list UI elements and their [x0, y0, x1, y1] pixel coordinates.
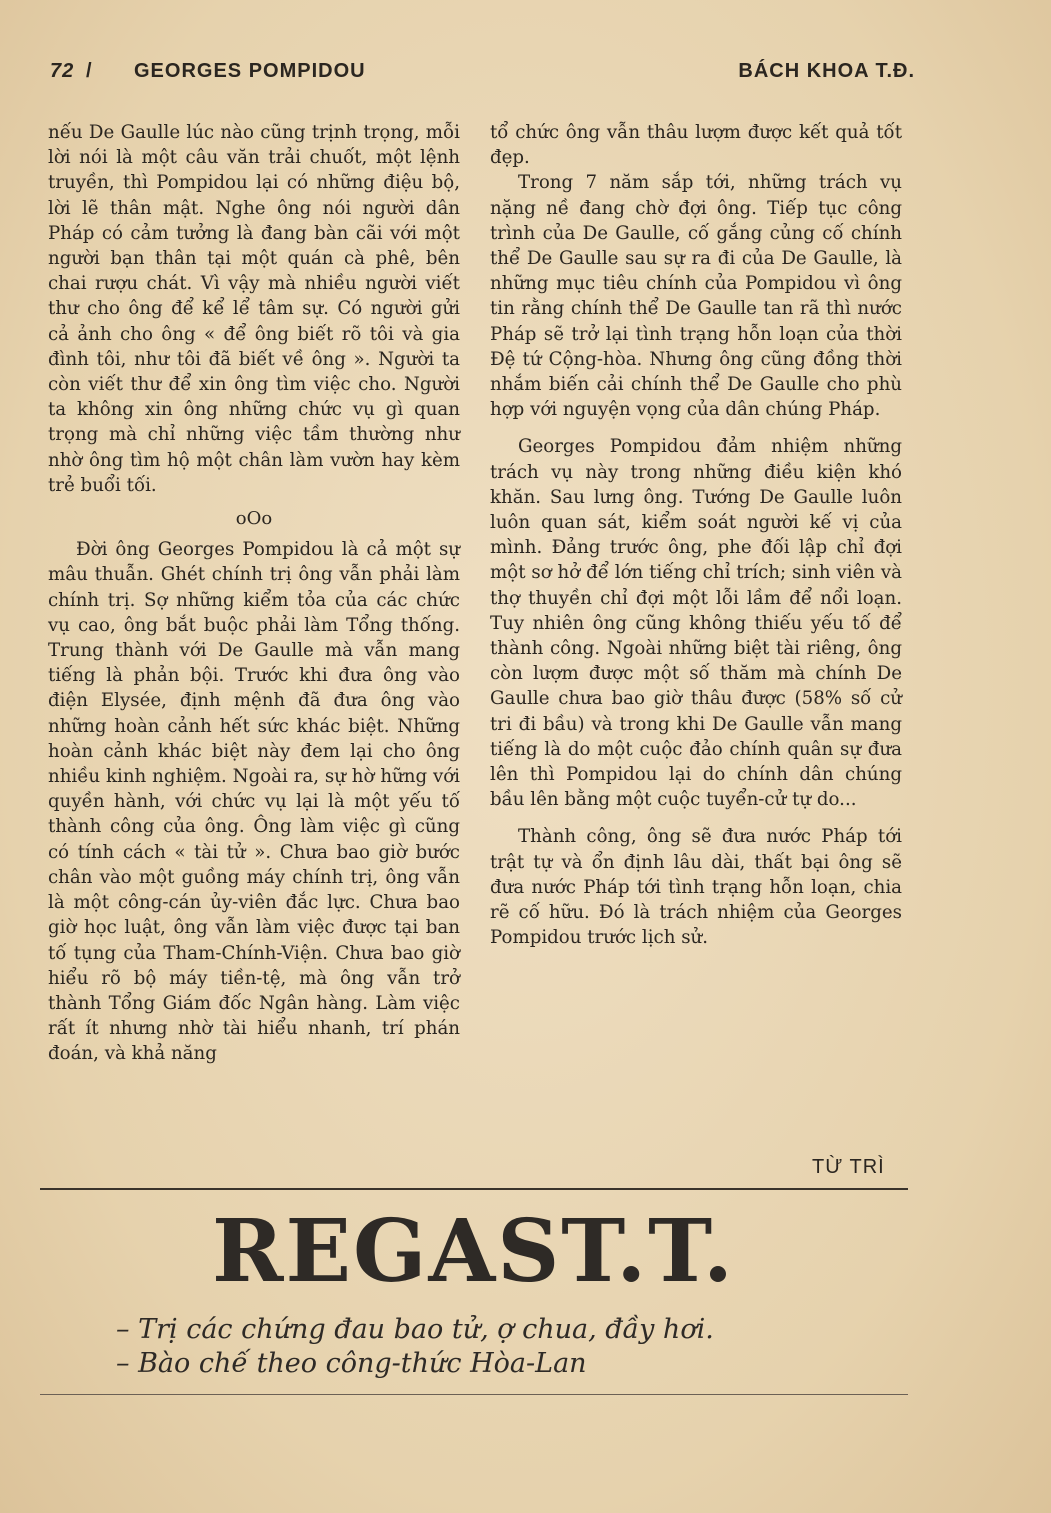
advertisement-box	[40, 1188, 908, 1395]
magazine-name: BÁCH KHOA T.Đ.	[738, 60, 915, 82]
right-column	[490, 120, 902, 951]
left-paragraph-1: nếu De Gaulle lúc nào cũng trịnh trọng, mỗi lời nói là một câu văn trải chuốt, một lệnh truyền, thì Pompidou lại có những điệu bộ, lời lẽ thân mật. Nghe ông nói người dân Pháp có cảm tưởng là đang bàn cãi với một người bạn thân tại một quán cà phê, bên chai rượu chát. Vì vậy mà nhiều người viết thư cho ông để kể lể tâm sự. Có người gửi cả ảnh cho ông « để ông biết rõ tôi và gia đình tôi, như tôi đã biết về ông ». Người ta còn viết thư để xin ông tìm việc cho. Người ta không xin ông những chức vụ gì quan trọng mà chỉ những việc tầm thường như nhờ ông tìm hộ một chân làm vườn hay kèm trẻ buổi tối.	[48, 122, 460, 496]
author-signature: TỪ TRÌ	[812, 1156, 885, 1178]
header-separator: /	[86, 60, 93, 82]
ad-title: REGAST.T.	[212, 1201, 735, 1302]
page-number: 72	[50, 60, 75, 82]
section-divider: oOo	[235, 508, 273, 530]
running-title: GEORGES POMPIDOU	[134, 60, 366, 82]
page-header	[50, 58, 915, 92]
right-paragraph-3: Georges Pompidou đảm nhiệm những trách vụ này trong những điều kiện khó khăn. Sau lưng ông. Tướng De Gaulle luôn luôn quan sát, kiểm soát người kế vị của mình. Đảng trước ông, phe đối lập chỉ đợi một sơ hở để lớn tiếng chỉ trích; sinh viên và thợ thuyền chỉ đợi một lỗi lầm để nổi loạn. Tuy nhiên ông cũng không thiếu yếu tố để thành công. Ngoài những biệt tài riêng, ông còn lượm được một số thăm mà chính De Gaulle chưa bao giờ thâu được (58% số cử tri đi bầu) và trong khi De Gaulle vẫn mang tiếng là do một cuộc đảo chính quân sự đưa lên thì Pompidou lại do chính dân chúng bầu lên bằng một cuộc tuyển-cử tự do...	[490, 436, 902, 811]
right-paragraph-4: Thành công, ông sẽ đưa nước Pháp tới trật tự và ổn định lâu dài, thất bại ông sẽ đưa nước Pháp tới tình trạng hỗn loạn, chia rẽ cố hữu. Đó là trách nhiệm của Georges Pompidou trước lịch sử.	[490, 826, 902, 949]
right-paragraph-1: tổ chức ông vẫn thâu lượm được kết quả tốt đẹp.	[490, 122, 902, 169]
ad-line-2: – Bào chế theo công-thức Hòa-Lan	[116, 1348, 587, 1379]
left-paragraph-2: Đời ông Georges Pompidou là cả một sự mâu thuẫn. Ghét chính trị ông vẫn phải làm chính trị. Sợ những kiểm tỏa của các chức vụ cao, ông bắt buộc phải làm Tổng thống. Trung thành với De Gaulle mà vẫn mang tiếng là phản bội. Trước khi đưa ông vào điện Elysée, định mệnh đã đưa ông vào những hoàn cảnh hết sức khác biệt. Những hoàn cảnh khác biệt này đem lại cho ông nhiều kinh nghiệm. Ngoài ra, sự hờ hững với quyền hành, với chức vụ lại là một yếu tố thành công của ông. Ông làm việc gì cũng có tính cách « tài tử ». Chưa bao giờ bước chân vào một guồng máy chính trị, ông vẫn là một công-cán ủy-viên đắc lực. Chưa bao giờ học luật, ông vẫn làm việc được tại ban tố tụng của Tham-Chính-Viện. Chưa bao giờ hiểu rõ bộ máy tiền-tệ, mà ông vẫn trở thành Tổng Giám đốc Ngân hàng. Làm việc rất ít nhưng nhờ tài hiểu nhanh, trí phán đoán, và khả năng	[48, 539, 460, 1065]
left-column	[48, 120, 460, 1067]
right-paragraph-2: Trong 7 năm sắp tới, những trách vụ nặng nề đang chờ đợi ông. Tiếp tục công trình của De Gaulle, cố gắng củng cố chính thể De Gaulle sau sự ra đi của De Gaulle, là những mục tiêu chính của Pompidou vì ông tin rằng chính thể De Gaulle tan rã thì nước Pháp sẽ trở lại tình trạng hỗn loạn của thời Đệ tứ Cộng-hòa. Nhưng ông cũng đồng thời nhắm biến cải chính thể De Gaulle cho phù hợp với nguyện vọng của dân chúng Pháp.	[490, 172, 902, 421]
ad-line-1: – Trị các chứng đau bao tử, ợ chua, đầy hơi.	[116, 1314, 714, 1345]
